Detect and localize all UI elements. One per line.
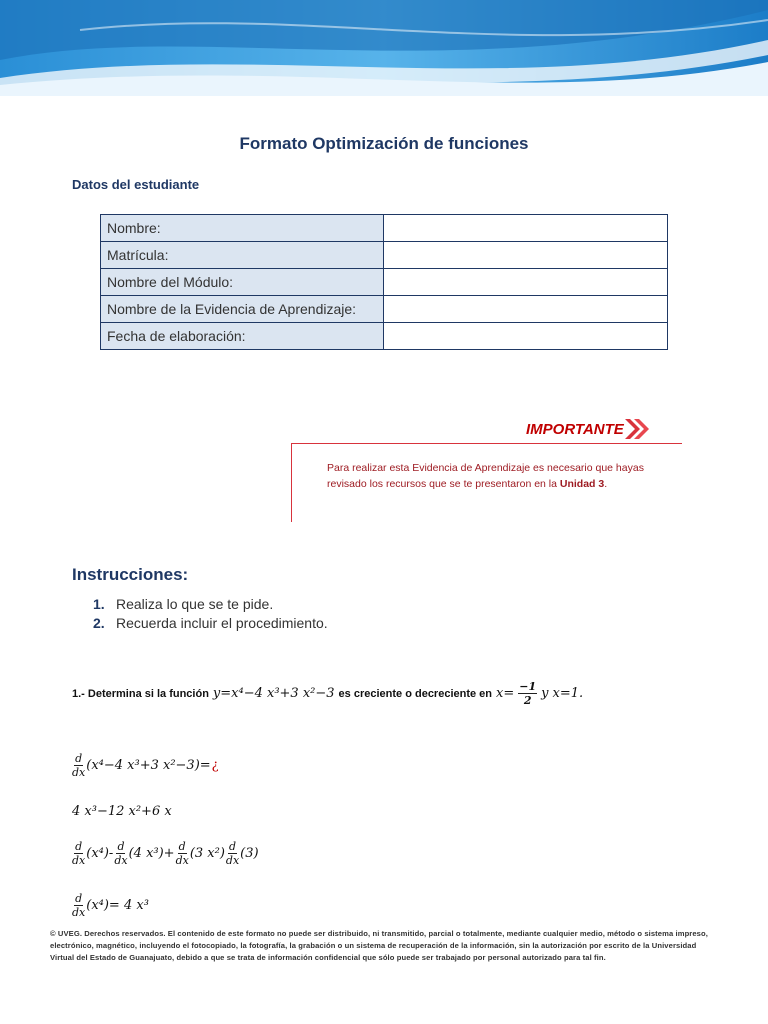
derivative-operator <box>72 840 85 867</box>
fraction-denominator: 2 <box>523 694 532 707</box>
table-row <box>101 269 668 296</box>
equation-1-mark: ¿ <box>211 758 219 773</box>
dx-denominator: dx <box>72 766 86 779</box>
header-banner <box>0 0 768 96</box>
derivative-operator <box>114 840 127 867</box>
list-item <box>93 596 328 615</box>
table-row <box>101 296 668 323</box>
equation-3-term: (3 x²) <box>189 846 225 861</box>
equation-2 <box>72 804 172 819</box>
fraction-numerator: −1 <box>519 680 537 693</box>
dx-denominator: dx <box>225 854 240 867</box>
instructions-list <box>93 596 328 634</box>
derivative-operator <box>72 892 85 919</box>
row-label: Nombre del Módulo: <box>101 269 384 296</box>
row-value-field[interactable] <box>384 323 668 350</box>
d-numerator: d <box>117 840 125 853</box>
dx-denominator: dx <box>114 854 128 867</box>
important-text-end: . <box>604 478 608 490</box>
derivative-operator <box>226 840 239 867</box>
problem-x-eq: x= <box>496 686 515 701</box>
equation-3-term: (4 x³)+ <box>128 846 175 861</box>
dx-denominator: dx <box>72 906 86 919</box>
row-value-field[interactable] <box>384 242 668 269</box>
instructions-heading: Instrucciones: <box>72 565 189 584</box>
problem-x2: x=1. <box>552 686 584 701</box>
row-value-field[interactable] <box>384 296 668 323</box>
item-number: 2. <box>93 615 105 631</box>
d-numerator: d <box>75 840 83 853</box>
row-label: Nombre de la Evidencia de Aprendizaje: <box>101 296 384 323</box>
equation-3-term: (x⁴)- <box>86 846 114 861</box>
problem-middle: es creciente o decreciente en <box>338 687 493 700</box>
important-text <box>327 460 657 492</box>
important-title: IMPORTANTE <box>526 421 624 438</box>
problem-statement <box>72 680 583 707</box>
equation-1 <box>72 752 219 779</box>
equation-4-expression: (x⁴)= 4 x³ <box>86 898 149 913</box>
row-value-field[interactable] <box>384 269 668 296</box>
item-text: Realiza lo que se te pide. <box>116 596 274 612</box>
item-number: 1. <box>93 596 105 612</box>
important-divider <box>291 443 682 444</box>
d-numerator: d <box>75 892 83 905</box>
table-row <box>101 323 668 350</box>
problem-and: y <box>541 686 549 701</box>
item-text: Recuerda incluir el procedimiento. <box>116 615 328 631</box>
row-value-field[interactable] <box>384 215 668 242</box>
d-numerator: d <box>75 752 83 765</box>
d-numerator: d <box>178 840 186 853</box>
dx-denominator: dx <box>72 854 86 867</box>
student-section-heading: Datos del estudiante <box>72 177 200 192</box>
important-side-rule <box>291 443 292 522</box>
equation-3-term: (3) <box>240 846 259 861</box>
dx-denominator: dx <box>175 854 189 867</box>
problem-fraction <box>518 680 537 707</box>
table-row <box>101 215 668 242</box>
row-label: Matrícula: <box>101 242 384 269</box>
derivative-operator <box>176 840 189 867</box>
important-text-main: Para realizar esta Evidencia de Aprendizaje es necesario que hayas revisado los recursos que se te presentaron en la <box>327 462 644 490</box>
student-data-table <box>100 214 668 350</box>
equation-1-expression: (x⁴−4 x³+3 x²−3)= <box>86 758 211 773</box>
problem-prefix: 1.- Determina si la función <box>72 687 209 700</box>
derivative-operator <box>72 752 85 779</box>
equation-4 <box>72 892 149 919</box>
equation-2-expression: 4 x³−12 x²+6 x <box>72 804 172 819</box>
table-row <box>101 242 668 269</box>
row-label: Nombre: <box>101 215 384 242</box>
row-label: Fecha de elaboración: <box>101 323 384 350</box>
problem-function: y=x⁴−4 x³+3 x²−3 <box>212 686 335 701</box>
important-unit: Unidad 3 <box>559 478 605 490</box>
page-title: Formato Optimización de funciones <box>239 134 529 153</box>
list-item <box>93 615 328 634</box>
d-numerator: d <box>229 840 237 853</box>
banner-graphic <box>0 0 768 96</box>
copyright-footer: © UVEG. Derechos reservados. El contenido de este formato no puede ser distribuido, ni transmitido, parcial o totalmente, mediante cualquier medio, método o sistema impreso, electrónico, magnético, incluyendo el fotocopiado, la fotografía, la grabación o un sistema de recuperación de la información, sin la autorización por escrito de la Universidad Virtual del Estado de Guanajuato, debido a que se trata de información confidencial que sólo puede ser trabajado por personal autorizado para tal fin. <box>50 929 708 962</box>
equation-3 <box>72 840 259 867</box>
